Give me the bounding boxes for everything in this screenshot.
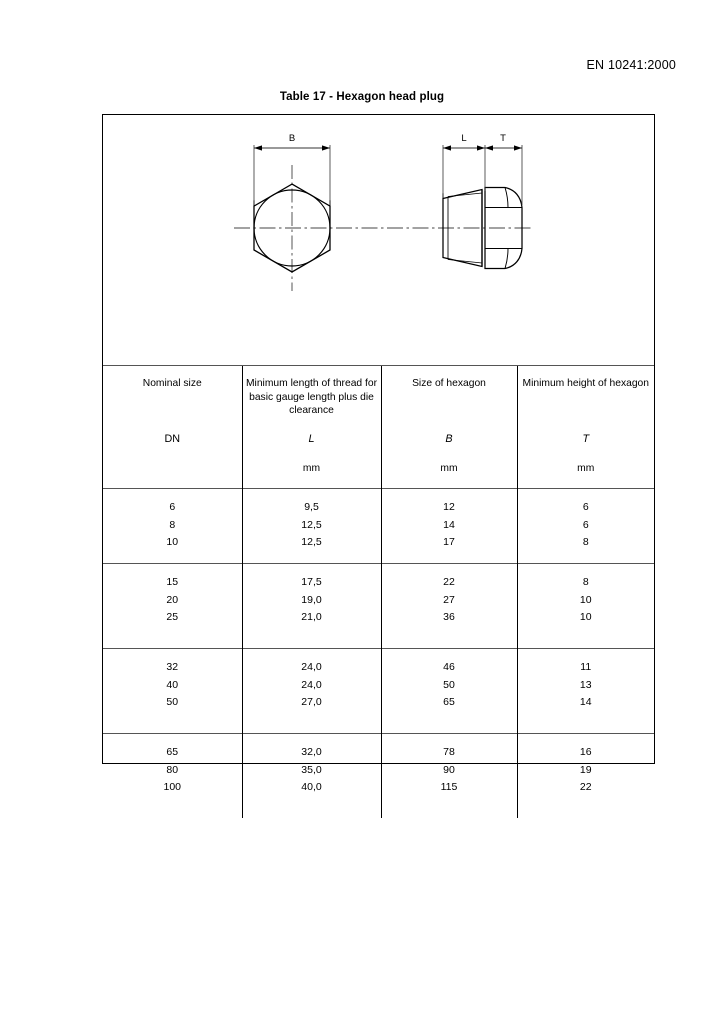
- value: 21,0: [301, 611, 322, 623]
- value: 6: [582, 518, 589, 531]
- dimension-label-l: L: [461, 133, 467, 144]
- header-unit: mm: [302, 463, 321, 474]
- value: 65: [443, 696, 455, 708]
- cell-dn: [103, 489, 242, 564]
- value: 27,0: [301, 696, 322, 708]
- value: 65: [166, 746, 179, 758]
- value: 10: [579, 593, 592, 606]
- value: 25: [166, 611, 179, 623]
- cell-hexagon-height: [517, 734, 654, 819]
- cell-thread-length: [242, 734, 381, 819]
- cell-hexagon-size: [381, 564, 517, 649]
- page-title: Table 17 - Hexagon head plug: [279, 91, 445, 103]
- standard-reference-header: EN 10241:2000: [586, 58, 676, 72]
- header-cell-thread-length: [242, 366, 381, 489]
- cell-hexagon-height: [517, 564, 654, 649]
- value: 13: [579, 678, 592, 691]
- header-cell-nominal-size: [103, 366, 242, 489]
- value: 100: [163, 781, 182, 793]
- value: 80: [166, 763, 179, 776]
- cell-thread-length: [242, 649, 381, 734]
- dimension-label-t: T: [500, 133, 506, 144]
- value: 12: [443, 501, 455, 513]
- value: 40: [166, 678, 179, 691]
- value: 35,0: [301, 763, 322, 776]
- header-label: Minimum length of thread for basic gauge length plus die clearance: [245, 378, 378, 417]
- table-row: [103, 734, 654, 819]
- header-symbol: L: [308, 433, 315, 445]
- header-label: Nominal size: [142, 378, 202, 389]
- value: 17: [443, 536, 455, 548]
- value: 15: [166, 576, 179, 588]
- cell-dn: [103, 564, 242, 649]
- value: 50: [166, 696, 179, 708]
- value: 6: [169, 501, 176, 513]
- dimension-label-b: B: [288, 133, 296, 144]
- cell-hexagon-size: [381, 649, 517, 734]
- value: 11: [580, 661, 592, 673]
- value: 8: [169, 518, 176, 531]
- value: 24,0: [301, 661, 322, 673]
- header-cell-hexagon-size: [381, 366, 517, 489]
- value: 19,0: [301, 593, 322, 606]
- value: 36: [443, 611, 455, 623]
- value: 8: [582, 536, 589, 548]
- cell-hexagon-height: [517, 489, 654, 564]
- value: 10: [166, 536, 179, 548]
- value: 32,0: [301, 746, 322, 758]
- header-unit: mm: [577, 463, 595, 474]
- value: 12,5: [301, 536, 322, 548]
- header-cell-hexagon-height: [517, 366, 654, 489]
- hexagon-head-plug-drawing: [103, 115, 654, 365]
- header-label: Minimum height of hexagon: [522, 378, 649, 389]
- header-label: Size of hexagon: [412, 378, 486, 389]
- value: 9,5: [304, 501, 319, 513]
- value: 32: [166, 661, 179, 673]
- value: 27: [443, 593, 455, 606]
- value: 40,0: [301, 781, 322, 793]
- cell-hexagon-size: [381, 734, 517, 819]
- cell-thread-length: [242, 564, 381, 649]
- value: 46: [443, 661, 455, 673]
- value: 78: [443, 746, 455, 758]
- cell-hexagon-height: [517, 649, 654, 734]
- table-frame: [102, 114, 655, 793]
- value: 90: [443, 763, 455, 776]
- table-row: [103, 564, 654, 649]
- table-header-row: [103, 366, 654, 489]
- header-symbol: B: [445, 433, 453, 445]
- value: 10: [579, 611, 592, 623]
- table-row: [103, 489, 654, 564]
- value: 20: [166, 593, 179, 606]
- value: 14: [443, 518, 455, 531]
- value: 115: [440, 781, 458, 793]
- value: 19: [579, 763, 592, 776]
- value: 22: [443, 576, 455, 588]
- cell-hexagon-size: [381, 489, 517, 564]
- value: 16: [579, 746, 592, 758]
- header-unit: mm: [440, 463, 458, 474]
- header-symbol: DN: [164, 433, 181, 445]
- value: 14: [579, 696, 592, 708]
- header-symbol: T: [582, 433, 590, 445]
- dimension-table: [103, 366, 654, 818]
- value: 24,0: [301, 678, 322, 691]
- cell-dn: [103, 734, 242, 819]
- value: 6: [582, 501, 589, 513]
- value: 8: [582, 576, 589, 588]
- cell-dn: [103, 649, 242, 734]
- value: 17,5: [301, 576, 322, 588]
- cell-thread-length: [242, 489, 381, 564]
- value: 22: [579, 781, 592, 793]
- table-row: [103, 649, 654, 734]
- technical-drawing: [103, 115, 654, 365]
- value: 50: [443, 678, 455, 691]
- value: 12,5: [301, 518, 322, 531]
